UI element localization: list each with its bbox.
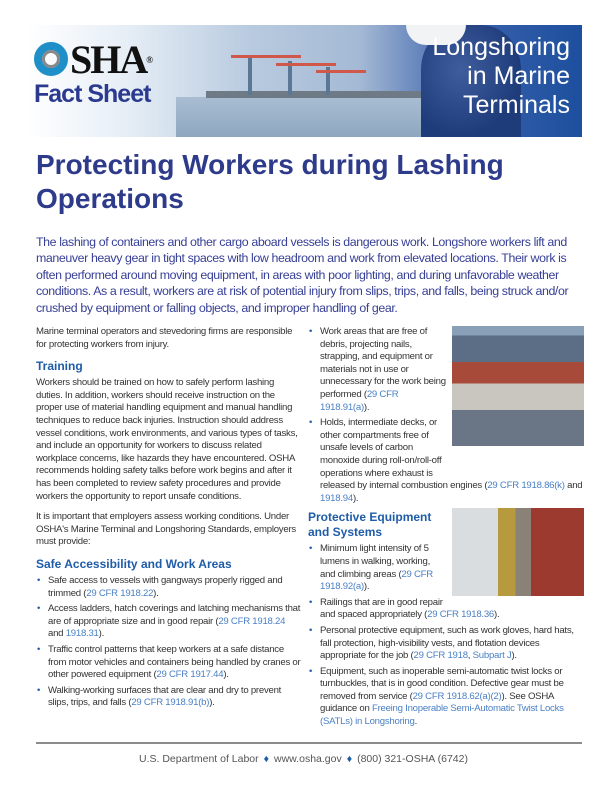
item-text: Safe access to vessels with gangways properly rigged and trimmed ( bbox=[48, 574, 283, 599]
item-text: ). bbox=[352, 492, 359, 504]
list-item bbox=[36, 603, 301, 641]
body-columns bbox=[36, 326, 584, 732]
item-text: ). bbox=[363, 401, 370, 413]
cfr-link[interactable]: 29 CFR 1918.92(a) bbox=[320, 568, 433, 593]
crane-boom-image bbox=[316, 70, 366, 73]
training-paragraph: Workers should be trained on how to safely perform lashing duties. In addition, workers should receive instruction on the proper use of material handling equipment and manual handling techniques to reduce back injuries. Instruction should address vessel conditions, work environments, and various types of tasks, and include an opportunity for workers to discuss related workplace concerns, like hazards they have encountered. OSHA recommends holding safety talks before work begins and after it has been completed to review safety procedures and provide workers the opportunity to report unsafe conditions. bbox=[36, 377, 298, 502]
cfr-link[interactable]: Freeing Inoperable Semi-Automatic Twist Locks (SATLs) in Longshoring bbox=[320, 703, 564, 728]
list-item bbox=[308, 326, 584, 414]
footer-divider bbox=[36, 742, 582, 744]
intro-paragraph: The lashing of containers and other cargo aboard vessels is dangerous work. Longshore workers lift and maneuver heavy gear in tight spaces with low headroom and work from elevated locations. Their work is often performed around moving equipment, in areas with poor lighting, and during unfavorable weather conditions. As a result, workers are at risk of potential injury from slips, trips, and falls, being struck and/or crushed by equipment or falling objects, and improper handling of gear. bbox=[36, 235, 569, 315]
cfr-link[interactable]: 29 CFR 1918.91(b) bbox=[131, 697, 210, 709]
item-text: and bbox=[564, 480, 583, 492]
cfr-link[interactable]: 29 CFR 1917.44 bbox=[156, 669, 224, 681]
banner-title-line: in Marine bbox=[467, 62, 570, 90]
cfr-link[interactable]: 29 CFR 1918.86(k) bbox=[487, 480, 565, 492]
pier-image bbox=[206, 91, 426, 98]
right-column bbox=[308, 326, 584, 732]
list-item bbox=[308, 417, 584, 505]
fact-sheet-label: Fact Sheet bbox=[34, 80, 151, 108]
item-text: Holds, intermediate decks, or other compartments free of unsafe levels of carbon monoxide during roll-on/roll-off operations where exhaust is released by internal combustion engines ( bbox=[320, 417, 488, 492]
banner-title-line: Longshoring bbox=[432, 33, 570, 61]
list-item bbox=[36, 644, 301, 682]
list-item bbox=[308, 597, 584, 622]
item-text: ). bbox=[223, 669, 229, 681]
list-item bbox=[308, 666, 584, 729]
item-text: ). bbox=[98, 628, 104, 640]
item-text: . bbox=[414, 716, 417, 728]
cfr-link[interactable]: 29 CFR 1918.62(a)(2) bbox=[412, 690, 502, 702]
item-text: Traffic control patterns that keep workers at a safe distance from motor vehicles and containers being handled by cranes or other powered equipment ( bbox=[48, 643, 301, 681]
item-text: ). bbox=[511, 650, 517, 662]
access-heading: Safe Accessibility and Work Areas bbox=[36, 556, 232, 571]
item-text: ). See OSHA guidance on bbox=[320, 690, 554, 715]
osha-logo: SHA® Fact Sheet bbox=[34, 37, 151, 108]
cfr-link[interactable]: 29 CFR 1918.22 bbox=[86, 587, 154, 599]
crane-boom-image bbox=[276, 63, 336, 66]
training-heading: Training bbox=[36, 359, 83, 374]
cfr-link[interactable]: 29 CFR 1918.24 bbox=[218, 615, 286, 627]
banner-title-line: Terminals bbox=[463, 91, 570, 119]
crane-image bbox=[248, 55, 252, 95]
footer-phone: (800) 321-OSHA (6742) bbox=[357, 752, 468, 765]
diamond-icon: ♦ bbox=[263, 752, 270, 765]
cfr-link[interactable]: 29 CFR 1918.36 bbox=[427, 609, 495, 621]
list-item bbox=[36, 685, 301, 710]
osha-o-icon bbox=[34, 42, 68, 76]
item-text: Railings that are in good repair and spaced appropriately ( bbox=[320, 596, 443, 621]
page-title: Protecting Workers during Lashing Operations bbox=[36, 149, 504, 214]
cfr-link[interactable]: 1918.94 bbox=[320, 492, 353, 504]
item-text: ). bbox=[494, 609, 500, 621]
left-column bbox=[36, 326, 301, 713]
item-text: , bbox=[467, 650, 473, 662]
diamond-icon: ♦ bbox=[346, 752, 353, 765]
harbor-image bbox=[176, 97, 456, 137]
item-text: Minimum light intensity of 5 lumens in walking, working, and climbing areas ( bbox=[320, 543, 431, 580]
item-text: Access ladders, hatch coverings and latching mechanisms that are of appropriate size and in good repair ( bbox=[48, 603, 301, 627]
ppe-heading: Protective Equipment and Systems bbox=[308, 510, 432, 540]
list-item bbox=[308, 543, 584, 593]
item-text: ). bbox=[153, 587, 159, 599]
footer-department: U.S. Department of Labor bbox=[139, 752, 259, 765]
item-text: ). bbox=[363, 581, 370, 593]
cfr-link[interactable]: 29 CFR 1918 bbox=[413, 650, 468, 662]
registered-mark: ® bbox=[146, 55, 151, 65]
item-text: ). bbox=[209, 697, 215, 709]
item-text: Equipment, such as inoperable semi-automatic twist locks or turnbuckles, that is in good condition. Defective gear must be removed from service ( bbox=[320, 665, 564, 702]
cfr-link[interactable]: 29 CFR 1918.91(a) bbox=[320, 389, 399, 413]
item-text: Work areas that are free of debris, projecting nails, strapping, and equipment or materials not in use or unnecessary for the work being performed ( bbox=[320, 326, 446, 400]
item-text: and bbox=[48, 628, 66, 640]
responsibility-paragraph: Marine terminal operators and stevedoring firms are responsible for protecting workers from injury. bbox=[36, 326, 293, 350]
ppe-list bbox=[308, 543, 584, 728]
cfr-link[interactable]: 1918.31 bbox=[65, 628, 99, 640]
crane-boom-image bbox=[231, 55, 301, 58]
list-item bbox=[308, 625, 584, 663]
footer-website-link[interactable]: www.osha.gov bbox=[274, 752, 342, 765]
header-banner bbox=[26, 25, 582, 137]
banner-title bbox=[432, 33, 570, 120]
item-text: Personal protective equipment, such as work gloves, hard hats, fall protection, high-visibility vests, and flotation devices appropriate for the job ( bbox=[320, 624, 574, 662]
item-text: Walking-working surfaces that are clear and dry to prevent slips, trips, and falls ( bbox=[48, 684, 282, 709]
assessment-paragraph: It is important that employers assess working conditions. Under OSHA's Marine Terminal and Longshoring Standards, employers must provide: bbox=[36, 511, 296, 548]
access-list bbox=[36, 575, 301, 710]
list-item bbox=[36, 575, 301, 600]
cfr-link[interactable]: Subpart J bbox=[472, 650, 512, 662]
crane-image bbox=[288, 61, 292, 95]
footer bbox=[0, 753, 607, 785]
